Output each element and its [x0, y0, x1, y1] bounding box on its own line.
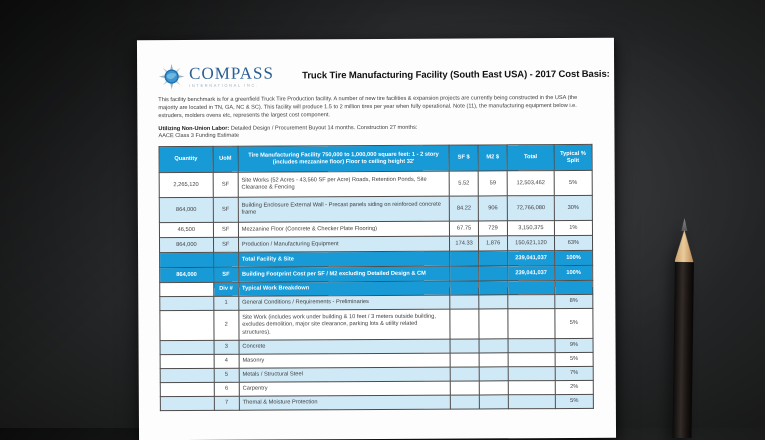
compass-rose-icon	[158, 63, 185, 90]
col-header-m2-dollar: M2 $	[478, 145, 507, 171]
value-cell: SF	[213, 198, 238, 223]
value-cell	[508, 367, 555, 381]
value-cell	[479, 339, 508, 353]
document-header	[158, 61, 610, 90]
value-cell: 5%	[555, 309, 593, 339]
value-cell	[479, 309, 508, 339]
value-cell	[160, 341, 214, 355]
intro-paragraph: This facility benchmark is for a greenfield Truck Tire Production facility. A number of new tire facilities & expansion projects are currently being constructed in the USA (the majority are located in TN, GA, NC & SC). This facility will produce 1.5 to 2 million tires per year when fully operational. Note (11), the manufacturing equipment below i.e. extruders, molders ovens etc, represents the largest cost component.	[158, 94, 578, 119]
value-cell: 5.52	[449, 171, 478, 196]
description-cell: General Conditions / Requirements - Preliminaries	[239, 296, 450, 311]
description-cell: Themal & Moisture Protection	[239, 396, 450, 411]
value-cell: 5%	[555, 353, 593, 367]
pencil-wood-cone	[674, 230, 693, 262]
description-cell: Production / Manufacturing Equipment	[238, 237, 449, 253]
pencil	[669, 218, 696, 438]
value-cell	[508, 295, 555, 309]
value-cell: 2	[214, 311, 239, 341]
value-cell: 6	[214, 383, 239, 397]
value-cell: 239,041,037	[508, 266, 555, 281]
page-title: Truck Tire Manufacturing Facility (South East USA) - 2017 Cost Basis:	[302, 68, 610, 82]
value-cell: 1	[213, 297, 238, 311]
value-cell: 46,500	[159, 223, 213, 238]
value-cell: 864,000	[159, 238, 213, 253]
value-cell: SF	[213, 173, 238, 198]
table-row	[159, 196, 592, 223]
value-cell: 729	[479, 221, 508, 236]
description-cell: Typical Work Breakdown	[239, 282, 450, 297]
value-cell	[508, 395, 555, 409]
value-cell: 1%	[554, 221, 592, 236]
value-cell: 174.33	[450, 236, 479, 251]
value-cell	[508, 309, 555, 339]
value-cell	[479, 395, 508, 409]
description-cell: Building Footprint Cost per SF / M2 excluding Detailed Design & CM	[238, 267, 449, 283]
value-cell	[479, 295, 508, 309]
value-cell: 5%	[554, 171, 592, 196]
value-cell: 864,000	[160, 268, 214, 283]
value-cell: 5%	[555, 395, 593, 409]
compass-logo	[158, 62, 294, 90]
value-cell	[160, 355, 214, 369]
value-cell: 63%	[554, 236, 592, 251]
logo-subtitle: INTERNATIONAL INC.	[189, 82, 259, 88]
value-cell	[479, 381, 508, 395]
description-cell: Metals / Structural Steel	[239, 368, 450, 383]
value-cell: 84.22	[449, 196, 478, 221]
value-cell: 7	[214, 397, 239, 411]
logo-text	[189, 65, 274, 88]
value-cell	[450, 309, 479, 339]
value-cell	[160, 283, 214, 297]
value-cell: 67.75	[450, 221, 479, 236]
value-cell	[508, 381, 555, 395]
table-row	[159, 171, 592, 198]
value-cell	[213, 253, 238, 268]
value-cell	[160, 297, 214, 311]
value-cell: 5	[214, 369, 239, 383]
col-header-uom: UoM	[213, 147, 238, 173]
value-cell	[479, 367, 508, 381]
value-cell	[555, 281, 593, 295]
value-cell: 30%	[554, 196, 592, 221]
value-cell	[479, 251, 508, 266]
value-cell	[160, 397, 214, 411]
value-cell: 3	[214, 341, 239, 355]
value-cell: 239,041,037	[508, 251, 555, 266]
value-cell	[450, 266, 479, 281]
value-cell	[508, 281, 555, 295]
value-cell: SF	[213, 268, 238, 283]
value-cell	[450, 295, 479, 309]
value-cell	[160, 311, 214, 341]
value-cell: 906	[478, 196, 507, 221]
value-cell	[160, 369, 214, 383]
value-cell: 72,766,080	[507, 196, 554, 221]
col-header-total: Total	[507, 145, 554, 171]
value-cell	[508, 353, 555, 367]
value-cell	[160, 253, 214, 268]
description-cell: Masonry	[239, 354, 450, 369]
value-cell	[450, 367, 479, 381]
col-header-description: Tire Manufacturing Facility 750,000 to 1,000,000 square feet: 1 - 2 story (includes mezzanine floor) Floor to ceiling height 32'	[238, 146, 449, 173]
table-row	[160, 309, 593, 341]
cost-estimate-table	[159, 144, 594, 411]
value-cell: 150,621,120	[508, 236, 555, 251]
value-cell	[450, 381, 479, 395]
description-cell: Total Facility & Site	[238, 252, 449, 268]
cost-table-body	[159, 171, 593, 411]
value-cell	[508, 339, 555, 353]
value-cell: 59	[478, 171, 507, 196]
pencil-lead-tip	[681, 218, 687, 231]
value-cell: 8%	[555, 295, 593, 309]
value-cell	[450, 281, 479, 295]
col-header-sf-dollar: SF $	[449, 145, 478, 171]
value-cell	[450, 353, 479, 367]
labor-detail: Detailed Design / Procurement Buyout 14 months. Construction 27 months:	[229, 125, 418, 133]
value-cell: SF	[213, 223, 238, 238]
value-cell: 9%	[555, 339, 593, 353]
value-cell: SF	[213, 238, 238, 253]
aace-class-line: AACE Class 3 Funding Estimate	[158, 133, 240, 140]
value-cell	[450, 395, 479, 409]
description-cell: Concrete	[239, 340, 450, 355]
value-cell: 864,000	[159, 198, 213, 223]
value-cell: 2%	[555, 381, 593, 395]
value-cell: 100%	[554, 251, 592, 266]
description-cell: Site Works (52 Acres - 43,560 SF per Acre) Roads, Retention Ponds, Site Clearance & Fencing	[238, 172, 449, 198]
value-cell: 1,876	[479, 236, 508, 251]
value-cell	[479, 353, 508, 367]
col-header-quantity: Quantity	[159, 147, 213, 173]
pencil-body	[672, 262, 693, 438]
table-header-row	[159, 145, 592, 173]
logo-wordmark: COMPASS	[189, 63, 274, 83]
value-cell	[450, 339, 479, 353]
labor-label: Utilizing Non-Union Labor:	[158, 126, 230, 133]
value-cell: 7%	[555, 367, 593, 381]
value-cell	[479, 281, 508, 295]
value-cell	[479, 266, 508, 281]
value-cell	[450, 251, 479, 266]
value-cell: 12,503,462	[507, 171, 554, 196]
description-cell: Site Work (includes work under building & 10 feet / 3 meters outside building, excludes demolition, major site clearance, parking lots & utility related structures).	[239, 310, 450, 341]
value-cell: Div #	[213, 283, 238, 297]
description-cell: Carpentry	[239, 382, 450, 397]
value-cell: 2,265,120	[159, 173, 213, 198]
col-header-typical-split: Typical % Split	[554, 145, 592, 171]
value-cell: 3,150,375	[508, 221, 555, 236]
document-page	[137, 38, 616, 440]
description-cell: Building Enclosure External Wall - Precast panels siding on reinforced concrete frame	[238, 197, 449, 223]
value-cell: 100%	[555, 266, 593, 281]
table-row	[160, 395, 593, 411]
value-cell: 4	[214, 355, 239, 369]
value-cell	[160, 383, 214, 397]
description-cell: Mezzanine Floor (Concrete & Checker Plate Flooring)	[238, 222, 449, 238]
